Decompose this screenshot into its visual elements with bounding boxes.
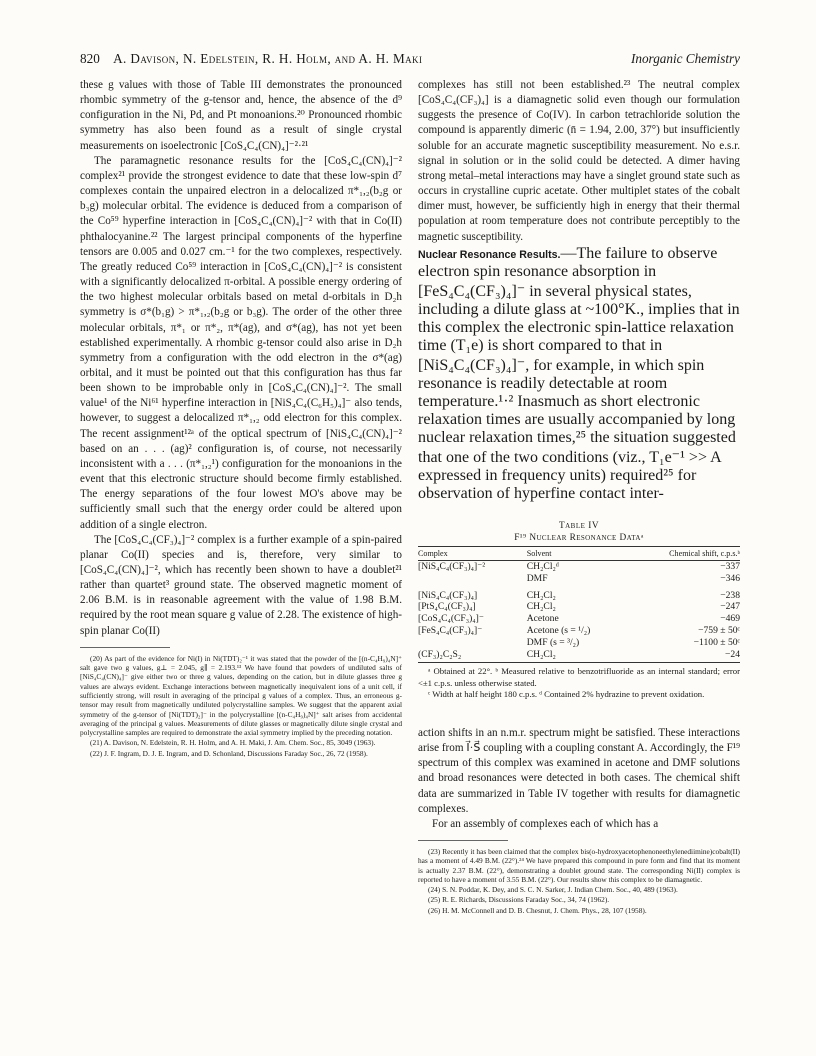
table-title: F¹⁹ Nuclear Resonance Dataᵃ <box>514 532 644 543</box>
footnote-divider <box>80 647 170 648</box>
table-cell: CH₂Cl₂ᵈ <box>526 560 559 572</box>
section-heading: Nuclear Resonance Results. <box>418 248 561 261</box>
table-row <box>418 649 740 663</box>
table-cell: CH₂Cl₂ <box>526 601 556 613</box>
footnote: (21) A. Davison, N. Edelstein, R. H. Holm, and A. H. Maki, J. Am. Chem. Soc., 85, 3049 (1963). <box>90 738 376 748</box>
table-row <box>418 613 740 625</box>
table-row <box>418 601 740 613</box>
data-table <box>418 546 740 664</box>
table-note: ᵃ Obtained at 22°. ᵇ Measured relative to benzotrifluoride as an internal standard; error <±1 c.p.s. unless otherwise stated. <box>418 666 740 688</box>
table-cell: −346 <box>720 572 740 584</box>
table-cell: [NiS₄C₄(CF₃)₄]⁻² <box>418 560 486 572</box>
table-cell: −337 <box>720 560 740 572</box>
table-row <box>418 560 740 572</box>
footnote-divider <box>418 840 508 841</box>
table-row <box>418 637 740 649</box>
body-paragraph: The [CoS₄C₄(CF₃)₄]⁻² complex is a further example of a spin-paired planar Co(II) species and is, therefore, very similar to [CoS₄C₄(CN)₄]⁻², which has recently been shown to have a doublet²¹ rather than quartet³ ground state. The observed magnetic moment of 2.06 B.M. is in reasonable agreement with the value of 1.98 B.M. required by the root mean square g value of 2.28. The existence of high-spin planar Co(II) <box>80 533 402 637</box>
table-cell: [PtS₄C₄(CF₃)₄] <box>418 601 476 613</box>
table-cell: −1100 ± 50ᶜ <box>693 636 740 648</box>
footnote: (26) H. M. McConnell and D. B. Chesnut, J. Chem. Phys., 28, 107 (1958). <box>428 905 647 915</box>
section-text: —The failure to observe electron spin resonance absorption in [FeS₄C₄(CF₃)₄]⁻ in several physical states, including a dilute glass at ~100°K., implies that in this complex the electronic spin-lattice relaxation time (T₁e) is short compared to that in [NiS₄C₄(CF₃)₄]⁻, for example, in which spin resonance is readily detectable at room temperature.¹·² Inasmuch as short electronic relaxation times are usually accompanied by long nuclear relaxation times,²⁵ the situation suggested that one of the two conditions (viz., T₁e⁻¹ >> A expressed in frequency units) required²⁵ for observation of hyperfine contact inter- <box>418 244 740 502</box>
table-cell: Acetone <box>526 613 559 625</box>
body-paragraph: action shifts in an n.m.r. spectrum might be satisfied. These interactions arise from I⃗·S⃗ coupling with a coupling constant A. Accordingly, the F¹⁹ spectrum of this complex was examined in acetone and DMF solutions and broad resonances were detected in both cases. The chemical shift data are summarized in Table IV together with results for diamagnetic complexes. <box>418 726 740 815</box>
table-cell: DMF (s = ³/₂) <box>526 636 580 648</box>
page-number: 820 <box>80 51 100 66</box>
table-row <box>418 573 740 585</box>
left-column <box>80 78 402 759</box>
footnote: (22) J. F. Ingram, D. J. E. Ingram, and D. Schonland, Discussions Faraday Soc., 26, 72 (1958). <box>90 748 368 758</box>
table-label: Table IV <box>558 520 600 531</box>
running-authors: A. Davison, N. Edelstein, R. H. Holm, and A. H. Maki <box>113 51 423 66</box>
body-paragraph: complexes has still not been established.²³ The neutral complex [CoS₄C₄(CF₃)₄] is a diamagnetic solid even though our formulation suggests the presence of Co(IV). In carbon tetrachloride solution the compound is apparently dimeric (n̄ = 1.94, 2.00, 37°) but insufficiently soluble for an accurate magnetic susceptibility measurement. No e.s.r. signal in solution or in the solid could be detected. A dimer having strong metal–metal interactions may have a singlet ground state such as occurs in crystalline cupric acetate. Other multiplet states of the cobalt dimer must, however, be sufficiently high in energy that their thermal population at room temperature does not contribute perceptibly to the magnetic susceptibility. <box>418 79 740 243</box>
table-cell: [NiS₄C₄(CF₃)₄] <box>418 589 478 601</box>
table-cell <box>418 573 527 585</box>
table-cell: CH₂Cl₂ <box>526 589 556 601</box>
column-header: Complex <box>418 549 527 561</box>
body-paragraph: For an assembly of complexes each of which has a <box>432 817 659 830</box>
table-cell: −247 <box>720 601 740 613</box>
column-header: Chemical shift, c.p.s.ᵇ <box>665 549 740 561</box>
footnote: (25) R. E. Richards, Discussions Faraday Soc., 34, 74 (1962). <box>428 895 610 905</box>
table-cell: −759 ± 50ᶜ <box>698 624 740 636</box>
table-cell: −469 <box>720 613 740 625</box>
table-cell <box>418 637 527 649</box>
table-cell: −24 <box>665 649 740 663</box>
table-cell: (CF₃)₂C₂S₂ <box>418 649 527 663</box>
nmr-table <box>418 521 740 700</box>
table-cell: DMF <box>526 572 548 584</box>
table-row <box>418 625 740 637</box>
table-row <box>418 585 740 602</box>
table-cell: [FeS₄C₄(CF₃)₄]⁻ <box>418 624 483 636</box>
journal-name: Inorganic Chemistry <box>630 51 740 66</box>
table-notes <box>418 666 740 700</box>
table-cell: −238 <box>720 589 740 601</box>
running-header <box>80 50 740 68</box>
body-paragraph: The paramagnetic resonance results for the [CoS₄C₄(CN)₄]⁻² complex²¹ provide the strongest evidence to date that these low-spin d⁷ complexes contain the unpaired electron in a delocalized π*₁,₂(b₂g or b₃g) molecular orbital. The evidence is deduced from a comparison of the Co⁵⁹ hyperfine interaction in [CoS₄C₄(CN)₄]⁻² with that in Co(II) phthalocyanine.²² The largest principal components of the hyperfine tensors are 0.005 and 0.027 cm.⁻¹ for the two complexes, respectively. The greatly reduced Co⁵⁹ interaction in [CoS₄C₄(CN)₄]⁻² is consistent with a significantly delocalized π-orbital. A possible energy ordering of the two highest molecular orbitals based on metal d-orbitals in D₂h symmetry is σ*(b₁g) > π*₁,₂(b₂g or b₃g). The order of the other three molecular orbitals, π*₁ or π*₂, π*(ag), and σ*(ag), has not yet been established experimentally. A rhombic g-tensor could also arise in D₂h symmetry from a configuration with the odd electron in the σ*(ag) orbital, and it must be pointed out that this configuration has thus far been shown to be improbable only in [CoS₄C₄(CN)₄]⁻². The small value¹ of the Ni⁶¹ hyperfine interaction in [NiS₄C₄(C₆H₅)₄]⁻ also tends, however, to suggest a delocalized π*₁,₂ odd electron for this complex. The recent assignment¹²ᵃ of the optical spectrum of [NiS₄C₄(CN)₄]⁻² based on an . . . (ag)² configuration is, of course, not necessarily inconsistent with a . . . (π*₁,₂¹) configuration for the monoanions in the event that this electronic structure should become firmly established. The energy separations of the four lowest MO's above may be sufficiently small such that the energy order could be altered upon addition of a single electron. <box>80 154 402 531</box>
table-cell: CH₂Cl₂ <box>527 649 666 663</box>
table-cell: Acetone (s = ¹/₂) <box>526 624 591 636</box>
footnote: (20) As part of the evidence for Ni(I) in Ni(TDT)₂⁻¹ it was stated that the powder of the [(n-C₄H₉)₄N]⁺ salt gave two g values, g⊥ = 2.045, g∥ = 2.193.¹³ We have found that powders of undiluted salts of [NiS₄C₄(CN)₄]⁻ give either two or three g values, depending on the cation, but in dilute glasses three g values are always evident. Exchange interactions between magnetically inequivalent ions of a unit cell, if sufficiently strong, will result in averaging of the principal g values of a complex. Thus, an erroneous g-tensor may result from magnetically undiluted polycrystalline samples. We suggest that the apparent axial symmetry of the g-tensor of [Ni(TDT)₂]⁻ in the polycrystalline [(n-C₄H₉)₄N]⁺ salt arises from accidental averaging of the principal g values. Measurements of dilute glasses or magnetically dilute single crystal and polycrystalline samples are required to demonstrate the axial symmetry implied by the preceding notation. <box>80 653 402 738</box>
right-column <box>418 78 740 916</box>
footnote: (24) S. N. Poddar, K. Dey, and S. C. N. Sarker, J. Indian Chem. Soc., 40, 489 (1963). <box>428 885 678 895</box>
column-header: Solvent <box>527 549 666 561</box>
table-cell: [CoS₄C₄(CF₃)₄]⁻ <box>418 613 484 625</box>
table-note: ᶜ Width at half height 180 c.p.s. ᵈ Contained 2% hydrazine to prevent oxidation. <box>428 688 705 699</box>
footnote: (23) Recently it has been claimed that the complex bis(o-hydroxyacetophenoneethylenediimine)cobalt(II) has a moment of 4.49 B.M. (22°).²⁴ We have prepared this compound in pure form and find that its moment is actually 2.37 B.M. (22°), demonstrating a doublet ground state. The corresponding Ni(II) complex is reported to have a moment of 3.55 B.M. (22°). Our results show this complex to be diamagnetic. <box>418 847 740 884</box>
body-paragraph: these g values with those of Table III demonstrates the pronounced rhombic symmetry of the g-tensor and, hence, the absence of the d⁹ configuration in the Ni, Pd, and Pt monoanions.²⁰ Pronounced rhombic symmetry has also been found as a result of single crystal measurements on isoelectronic [CoS₄C₄(CN)₄]⁻²·²¹ <box>80 79 402 152</box>
